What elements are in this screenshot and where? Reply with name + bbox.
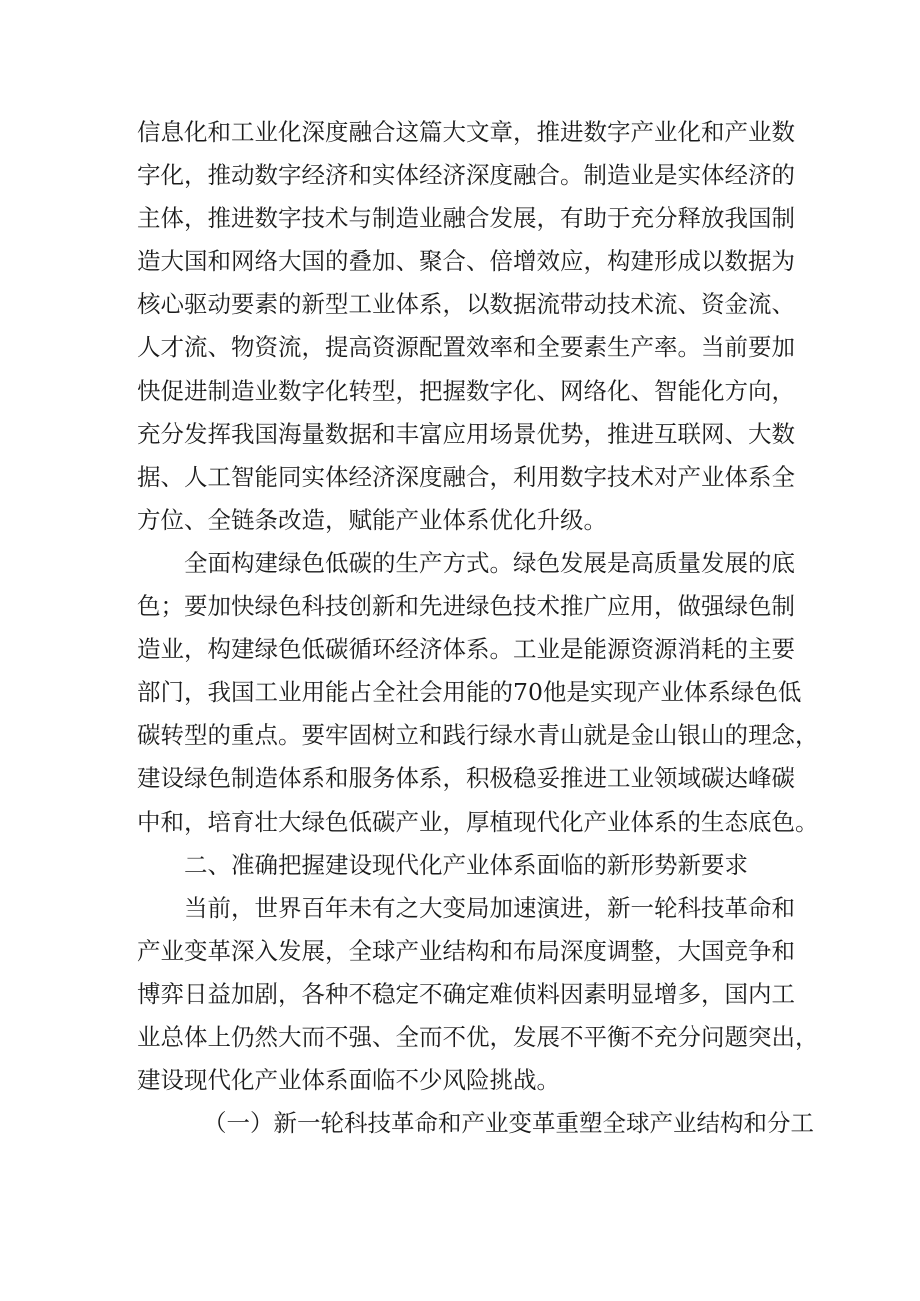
text-line: 碳转型的重点。要牢固树立和践行绿水青山就是金山银山的理念， (137, 721, 819, 750)
text-line: 当前，世界百年未有之大变局加速演进，新一轮科技革命和 (184, 893, 795, 922)
text-line: 造业，构建绿色低碳循环经济体系。工业是能源资源消耗的主要 (137, 635, 795, 664)
paragraph-digital-integration (137, 111, 795, 542)
text-line: 部门，我国工业用能占全社会用能的70他是实现产业体系绿色低 (137, 678, 802, 707)
paragraph-green-production (137, 542, 819, 844)
document-body (137, 111, 819, 1145)
text-line: 据、人工智能同实体经济深度融合，利用数字技术对产业体系全 (137, 462, 795, 491)
text-line: 快促进制造业数字化转型，把握数字化、网络化、智能化方向， (137, 376, 795, 405)
text-line: 信息化和工业化深度融合这篇大文章，推进数字产业化和产业数 (137, 118, 795, 146)
text-line: 博弈日益加剧，各种不稳定不确定难侦料因素明显增多，国内工 (137, 979, 795, 1008)
text-line: 色；要加快绿色科技创新和先进绿色技术推广应用，做强绿色制 (137, 592, 795, 621)
text-line: 全面构建绿色低碳的生产方式。绿色发展是高质量发展的底 (184, 548, 795, 577)
text-line: 充分发挥我国海量数据和丰富应用场景优势，推进互联网、大数 (137, 419, 795, 448)
text-line: 业总体上仍然大而不强、全而不优，发展不平衡不充分问题突出， (137, 1022, 819, 1051)
heading-text: （一）新一轮科技革命和产业变革重塑全球产业结构和分工 (203, 1109, 814, 1138)
text-line: 方位、全链条改造，赋能产业体系优化升级。 (137, 505, 607, 534)
text-line: 产业变革深入发展，全球产业结构和布局深度调整，大国竞争和 (137, 936, 795, 965)
text-line: 核心驱动要素的新型工业体系，以数据流带动技术流、资金流、 (137, 290, 795, 319)
paragraph-new-situation (137, 887, 819, 1102)
subsection-heading (137, 1102, 814, 1145)
text-line: 建设绿色制造体系和服务体系，积极稳妥推进工业领域碳达峰碳 (137, 764, 795, 793)
text-line: 主体，推进数字技术与制造业融合发展，有助于充分释放我国制 (137, 204, 795, 233)
text-line: 建设现代化产业体系面临不少风险挑战。 (137, 1066, 560, 1095)
text-line: 造大国和网络大国的叠加、聚合、倍增效应，构建形成以数据为 (137, 247, 795, 276)
text-line: 中和，培育壮大绿色低碳产业，厚植现代化产业体系的生态底色。 (137, 807, 819, 836)
heading-text: 二、准确把握建设现代化产业体系面临的新形势新要求 (184, 850, 748, 879)
section-heading (137, 844, 785, 887)
text-line: 人才流、物资流，提高资源配置效率和全要素生产率。当前要加 (137, 333, 795, 362)
text-line: 字化，推动数字经济和实体经济深度融合。制造业是实体经济的 (137, 161, 795, 190)
